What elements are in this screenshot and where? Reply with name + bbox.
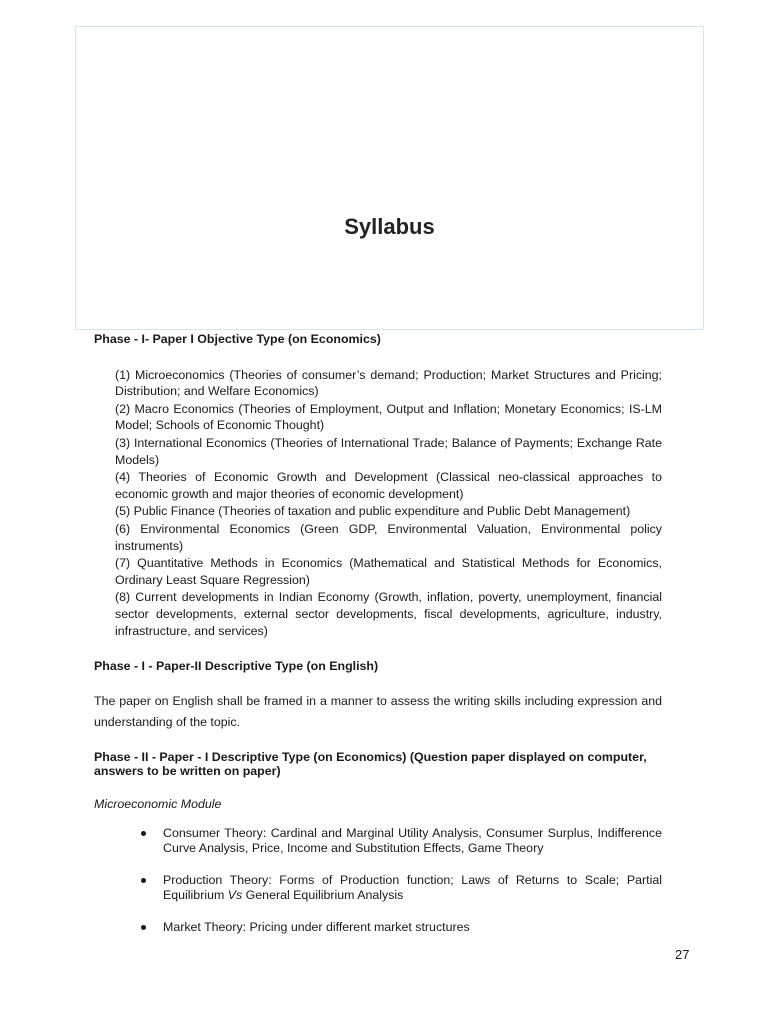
list-item [94, 920, 662, 935]
list-item [94, 873, 662, 902]
section-heading-phase2-paper1: Phase - II - Paper - I Descriptive Type (on Economics) (Question paper displayed on computer, answers to be written on paper) [94, 749, 647, 779]
list-item: (5) Public Finance (Theories of taxation and public expenditure and Public Debt Management) [115, 504, 631, 519]
module-bullet-list [94, 826, 662, 935]
list-item: (7) Quantitative Methods in Economics (Mathematical and Statistical Methods for Economics, Ordinary Least Square Regression) [115, 556, 662, 587]
list-item: (4) Theories of Economic Growth and Development (Classical neo-classical approaches to economic growth and major theories of economic development) [115, 470, 662, 501]
module-title: Microeconomic Module [94, 796, 222, 811]
list-item [94, 826, 662, 855]
english-paper-paragraph: The paper on English shall be framed in a manner to assess the writing skills including expression and understanding of the topic. [94, 693, 662, 730]
page-title: Syllabus [344, 214, 435, 239]
list-item: (6) Environmental Economics (Green GDP, Environmental Valuation, Environmental policy instruments) [115, 521, 662, 553]
list-item: (3) International Economics (Theories of International Trade; Balance of Payments; Exchange Rate Models) [115, 435, 662, 467]
document-body [94, 331, 662, 953]
page-number: 27 [675, 947, 690, 962]
list-item: (1) Microeconomics (Theories of consumer’s demand; Production; Market Structures and Pricing; Distribution; and Welfare Economics) [115, 367, 662, 399]
bullet-icon [141, 925, 146, 930]
list-item: (8) Current developments in Indian Economy (Growth, inflation, poverty, unemployment, financial sector developments, external sector developments, fiscal developments, agriculture, industry, infrastructure, and services) [115, 590, 662, 638]
bullet-text: Production Theory: Forms of Production function; Laws of Returns to Scale; Partial Equilibrium Vs General Equilibrium Analysis [163, 873, 662, 902]
topic-list [115, 367, 662, 640]
list-item: (2) Macro Economics (Theories of Employment, Output and Inflation; Monetary Economics; IS-LM Model; Schools of Economic Thought) [115, 401, 662, 433]
bullet-text: Consumer Theory: Cardinal and Marginal Utility Analysis, Consumer Surplus, Indifference Curve Analysis, Price, Income and Substitution Effects, Game Theory [163, 826, 662, 855]
bullet-text: Market Theory: Pricing under different market structures [163, 920, 470, 935]
section-heading-phase1-paper1: Phase - I- Paper I Objective Type (on Economics) [94, 332, 381, 346]
title-box [75, 26, 704, 330]
bullet-icon [141, 878, 146, 883]
bullet-icon [141, 831, 146, 836]
section-heading-phase1-paper2: Phase - I - Paper-II Descriptive Type (on English) [94, 659, 379, 674]
